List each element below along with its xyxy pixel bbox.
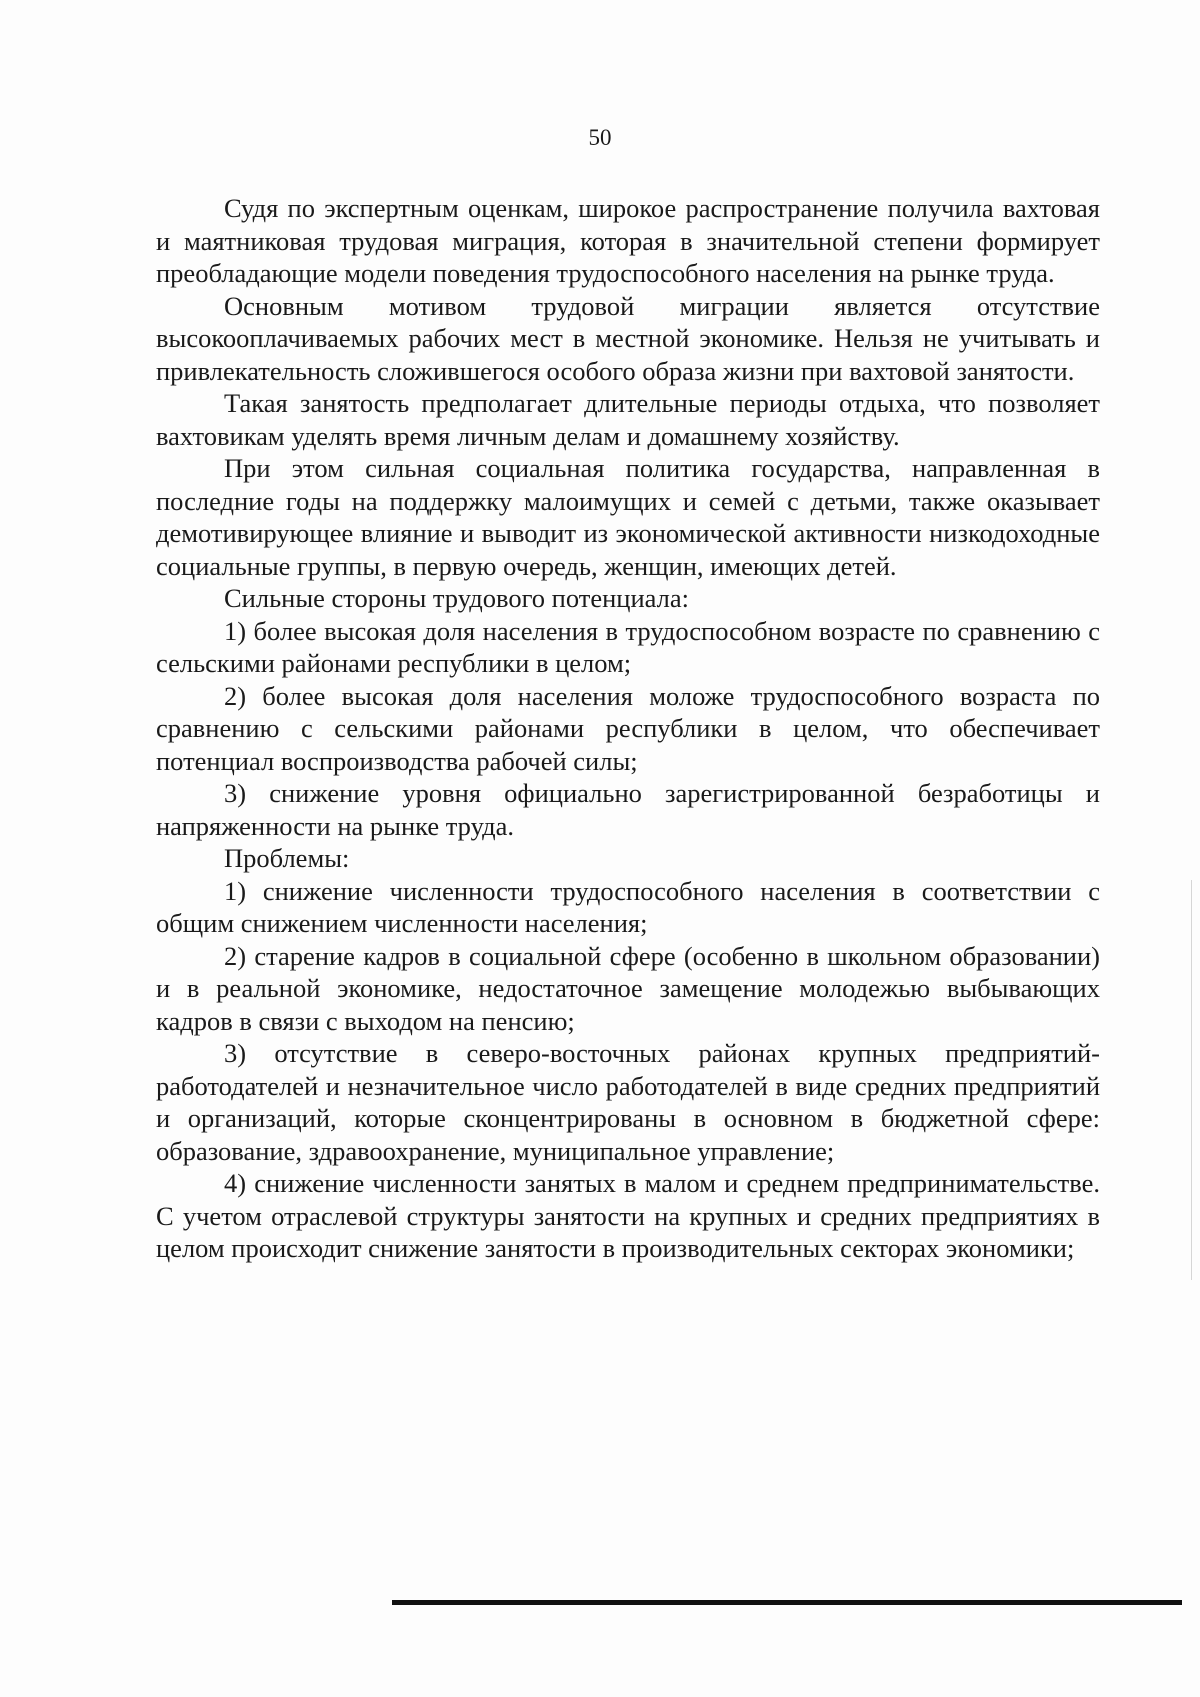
page-number: 50 <box>588 125 612 150</box>
paragraph-rest-periods: Такая занятость предполагает длительные периоды отдыха, что позволяет вахтовикам уделять время личным делам и домашнему хозяйству. <box>156 388 1100 451</box>
paragraph-migration-intro: Судя по экспертным оценкам, широкое распространение получила вахтовая и маятниковая трудовая миграция, которая в значительной степени формирует преобладающие модели поведения трудоспособного населения на рынке труда. <box>156 193 1100 288</box>
body-text <box>156 192 1100 1265</box>
strength-item-3: 3) снижение уровня официально зарегистрированной безработицы и напряженности на рынке труда. <box>156 778 1100 841</box>
scan-bottom-line <box>392 1600 1182 1605</box>
problem-item-1: 1) снижение численности трудоспособного населения в соответствии с общим снижением численности населения; <box>156 875 1100 938</box>
paragraph-migration-motive: Основным мотивом трудовой миграции является отсутствие высокооплачиваемых рабочих мест в местной экономике. Нельзя не учитывать и привлекательность сложившегося особого образа жизни при вахтовой занятости. <box>156 290 1100 386</box>
problem-item-4: 4) снижение численности занятых в малом и среднем предпринимательстве. С учетом отраслевой структуры занятости на крупных и средних предприятиях в целом происходит снижение занятости в производительных секторах экономики; <box>156 1168 1100 1263</box>
strength-item-1: 1) более высокая доля населения в трудоспособном возрасте по сравнению с сельскими районами республики в целом; <box>156 615 1100 678</box>
problem-item-3: 3) отсутствие в северо-восточных районах крупных предприятий-работодателей и незначительное число работодателей в виде средних предприятий и организаций, которые сконцентрированы в основном в бюджетной сфере: образование, здравоохранение, муниципальное управление; <box>156 1038 1100 1166</box>
strengths-heading: Сильные стороны трудового потенциала: <box>224 583 689 613</box>
strength-item-2: 2) более высокая доля населения моложе трудоспособного возраста по сравнению с сельскими районами республики в целом, что обеспечивает потенциал воспроизводства рабочей силы; <box>156 680 1100 776</box>
problems-heading: Проблемы: <box>224 843 350 873</box>
problem-item-2: 2) старение кадров в социальной сфере (особенно в школьном образовании) и в реальной экономике, недостаточное замещение молодежью выбывающих кадров в связи с выходом на пенсию; <box>156 940 1100 1036</box>
scan-edge-mark <box>1191 880 1192 1280</box>
paragraph-social-policy: При этом сильная социальная политика государства, направленная в последние годы на поддержку малоимущих и семей с детьми, также оказывает демотивирующее влияние и выводит из экономической активности низкодоходные социальные группы, в первую очередь, женщин, имеющих детей. <box>156 453 1100 581</box>
